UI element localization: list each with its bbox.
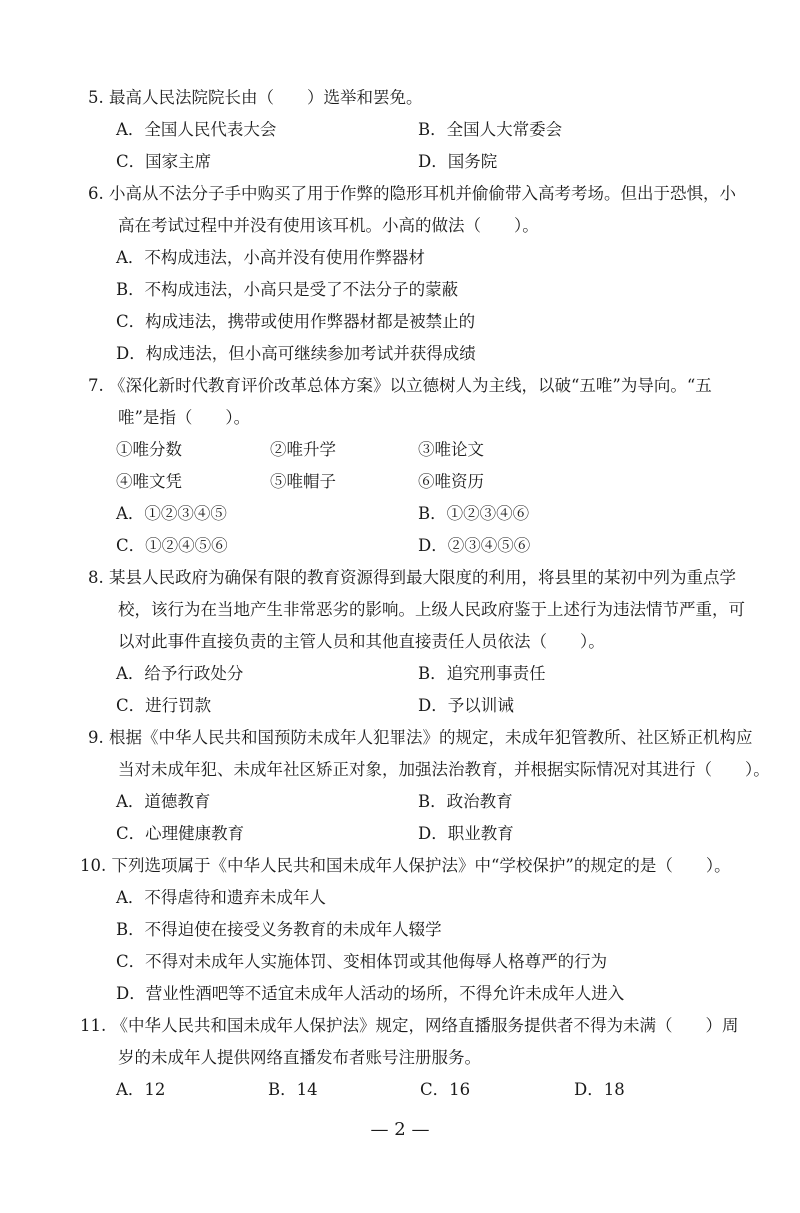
option-b: B．不得迫使在接受义务教育的未成年人辍学 [116, 920, 442, 939]
option-c: C．不得对未成年人实施体罚、变相体罚或其他侮辱人格尊严的行为 [116, 952, 608, 971]
option-c: C．国家主席 [116, 152, 212, 171]
question-11-stem [80, 1014, 739, 1038]
option-b: B．政治教育 [418, 792, 513, 811]
question-text: 某县人民政府为确保有限的教育资源得到最大限度的利用，将县里的某初中列为重点学 [109, 568, 736, 587]
question-text: 《深化新时代教育评价改革总体方案》以立德树人为主线，以破“五唯”为导向。“五 [109, 376, 712, 395]
page-number: — 2 — [370, 1119, 430, 1140]
question-text: 小高从不法分子手中购买了用于作弊的隐形耳机并偷偷带入高考考场。但出于恐惧，小 [109, 184, 736, 203]
option-b: B．全国人大常委会 [418, 120, 563, 139]
question-5-stem [88, 86, 423, 110]
question-number: 5. [88, 88, 104, 107]
question-8-stem-cont: 校，该行为在当地产生非常恶劣的影响。上级人民政府鉴于上述行为违法情节严重，可 [118, 600, 745, 619]
list-item: ①唯分数 [116, 440, 182, 459]
option-b: B．①②③④⑥ [418, 504, 530, 523]
option-b: B．14 [268, 1080, 318, 1099]
question-number: 11. [80, 1016, 107, 1035]
question-number: 6. [88, 184, 104, 203]
question-text: 根据《中华人民共和国预防未成年人犯罪法》的规定，未成年犯管教所、社区矫正机构应 [109, 728, 753, 747]
question-number: 8. [88, 568, 104, 587]
option-c: C．构成违法，携带或使用作弊器材都是被禁止的 [116, 312, 476, 331]
option-b: B．追究刑事责任 [418, 664, 546, 683]
question-9-stem [88, 726, 753, 750]
option-d: D．构成违法，但小高可继续参加考试并获得成绩 [116, 344, 476, 363]
question-8-stem [88, 566, 736, 590]
question-number: 9. [88, 728, 104, 747]
question-text: 下列选项属于《中华人民共和国未成年人保护法》中“学校保护”的规定的是（ ）。 [111, 856, 731, 875]
option-a: A．全国人民代表大会 [116, 120, 277, 139]
option-a: A．①②③④⑤ [116, 504, 227, 523]
question-text: 《中华人民共和国未成年人保护法》规定，网络直播服务提供者不得为未满（ ）周 [111, 1016, 739, 1035]
option-a: A．道德教育 [116, 792, 211, 811]
list-item: ⑥唯资历 [418, 472, 484, 491]
question-number: 7. [88, 376, 104, 395]
option-b: B．不构成违法，小高只是受了不法分子的蒙蔽 [116, 280, 459, 299]
question-6-stem [88, 182, 736, 206]
list-item: ②唯升学 [270, 440, 336, 459]
question-10-stem [80, 854, 731, 878]
question-number: 10. [80, 856, 107, 875]
option-d: D．营业性酒吧等不适宜未成年人活动的场所，不得允许未成年人进入 [116, 984, 625, 1003]
question-7-stem-cont: 唯”是指（ ）。 [118, 408, 251, 427]
option-c: C．进行罚款 [116, 696, 212, 715]
question-6-stem-cont: 高在考试过程中并没有使用该耳机。小高的做法（ ）。 [118, 216, 539, 235]
option-c: C．①②④⑤⑥ [116, 536, 228, 555]
option-d: D．②③④⑤⑥ [418, 536, 531, 555]
option-c: C．16 [420, 1080, 471, 1099]
question-11-stem-cont: 岁的未成年人提供网络直播发布者账号注册服务。 [118, 1048, 481, 1067]
option-d: D．国务院 [418, 152, 498, 171]
list-item: ③唯论文 [418, 440, 484, 459]
option-d: D．予以训诫 [418, 696, 514, 715]
option-d: D．18 [574, 1080, 625, 1099]
option-c: C．心理健康教育 [116, 824, 245, 843]
list-item: ⑤唯帽子 [270, 472, 336, 491]
question-7-stem [88, 374, 712, 398]
option-a: A．12 [116, 1080, 166, 1099]
option-d: D．职业教育 [418, 824, 514, 843]
option-a: A．给予行政处分 [116, 664, 244, 683]
question-text: 最高人民法院院长由（ ）选举和罢免。 [109, 88, 423, 107]
option-a: A．不得虐待和遗弃未成年人 [116, 888, 326, 907]
question-8-stem-cont: 以对此事件直接负责的主管人员和其他直接责任人员依法（ ）。 [118, 632, 605, 651]
question-9-stem-cont: 当对未成年犯、未成年社区矫正对象，加强法治教育，并根据实际情况对其进行（ ）。 [118, 760, 770, 779]
option-a: A．不构成违法，小高并没有使用作弊器材 [116, 248, 425, 267]
list-item: ④唯文凭 [116, 472, 182, 491]
